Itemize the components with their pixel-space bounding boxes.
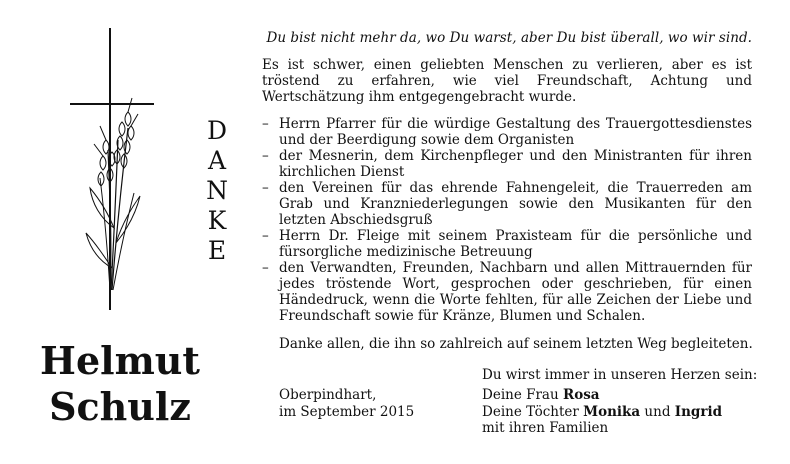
wife-name: Rosa: [562, 387, 600, 403]
daughter-name: Ingrid: [674, 403, 723, 420]
list-item-text: Herrn Pfarrer für die würdige Gestaltung des Trauergottesdienstes und der Beerdigung sowie dem Organisten: [279, 116, 752, 148]
cross-with-wheat-icon: [70, 28, 160, 318]
families-line: mit ihren Familien: [482, 420, 609, 436]
daughter-name: Monika: [583, 403, 641, 420]
family-signature: [482, 387, 722, 437]
list-dash: –: [262, 148, 269, 164]
deceased-name: [30, 338, 210, 430]
wife-line: [482, 387, 722, 404]
and-word: und: [640, 403, 675, 420]
list-item-text: den Verwandten, Freunden, Nachbarn und allen Mittrauernden für jedes tröstende Wort, gesprochen oder geschrieben, für einen Händedruck, wenn die Worte fehlten, für alle Zeichen der Liebe und Freundschaft sowie für Kränze, Blumen und Schalen.: [279, 260, 752, 324]
list-item-text: der Mesnerin, dem Kirchenpfleger und den Ministranten für ihren kirchlichen Dienst: [279, 148, 752, 180]
list-item: [262, 260, 752, 324]
danke-letter: D: [206, 116, 228, 145]
wife-prefix: Deine Frau: [482, 387, 563, 403]
daughters-line: [482, 404, 722, 421]
list-item: [262, 228, 752, 260]
list-item: [262, 180, 752, 228]
list-dash: –: [262, 116, 269, 132]
last-name: Schulz: [49, 384, 191, 429]
danke-letter: E: [207, 236, 227, 265]
list-item: [262, 116, 752, 148]
danke-letter: N: [206, 176, 228, 205]
list-dash: –: [262, 228, 269, 244]
quote: Du bist nicht mehr da, wo Du warst, aber Du bist überall, wo wir sind.: [266, 30, 752, 46]
intro-paragraph: Es ist schwer, einen geliebten Menschen zu verlieren, aber es ist tröstend zu erfahren, wie viel Freundschaft, Achtung und Wertschätzung ihm entgegengebracht wurde.: [262, 57, 752, 105]
place-line: Oberpindhart,: [279, 387, 377, 403]
closing-line: Danke allen, die ihn so zahlreich auf seinem letzten Weg begleiteten.: [279, 336, 753, 352]
first-name: Helmut: [40, 338, 200, 383]
thanks-list: [262, 116, 752, 324]
danke-vertical: [200, 116, 234, 266]
danke-letter: A: [207, 146, 227, 175]
list-dash: –: [262, 180, 269, 196]
danke-letter: K: [207, 206, 227, 235]
daughters-prefix: Deine Töchter: [482, 403, 584, 420]
date-line: im September 2015: [279, 403, 415, 420]
list-item-text: Herrn Dr. Fleige mit seinem Praxisteam für die persönliche und fürsorgliche medizinische Betreuung: [279, 228, 752, 260]
list-dash: –: [262, 260, 269, 276]
place-date: [279, 387, 414, 420]
herzen-line: Du wirst immer in unseren Herzen sein:: [482, 367, 758, 383]
list-item-text: den Vereinen für das ehrende Fahnengeleit, die Trauerreden am Grab und Kranzniederlegungen sowie den Musikanten für den letzten Abschiedsgruß: [279, 180, 752, 228]
list-item: [262, 148, 752, 180]
